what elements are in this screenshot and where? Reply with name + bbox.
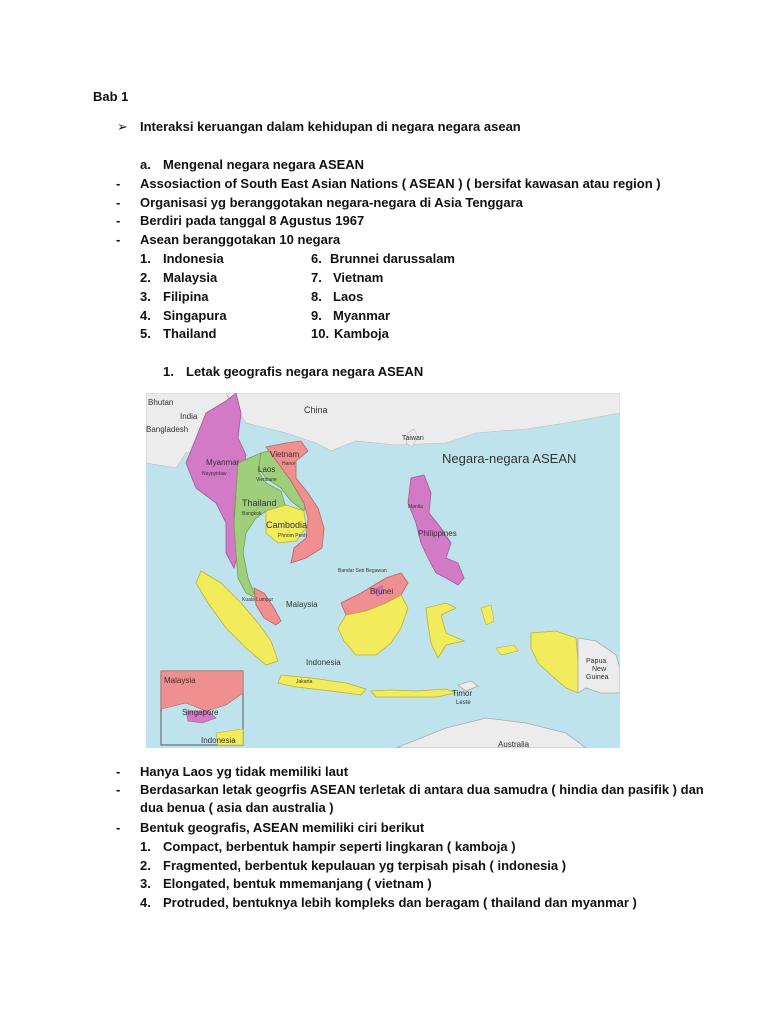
section-a-marker: a. bbox=[140, 157, 151, 172]
dash-bullet: - bbox=[116, 782, 121, 797]
member-name: Vietnam bbox=[333, 270, 384, 285]
shape-number: 2. bbox=[140, 858, 151, 873]
bangkok-label: Bangkok bbox=[242, 511, 262, 517]
india-label: India bbox=[180, 412, 198, 421]
dash-bullet: - bbox=[116, 764, 121, 779]
member-name: Brunnei darussalam bbox=[330, 251, 455, 266]
section-a-title: Mengenal negara negara ASEAN bbox=[163, 157, 365, 172]
papua-label-line1: Papua bbox=[586, 658, 607, 665]
inset-malaysia-label: Malaysia bbox=[164, 676, 196, 685]
arrow-bullet-icon: ➢ bbox=[117, 119, 128, 134]
subsection-title: Letak geografis negara negara ASEAN bbox=[186, 364, 424, 379]
fact-item: Organisasi yg beranggotakan negara-negara di Asia Tenggara bbox=[140, 195, 523, 210]
fact-item: Assosiaction of South East Asian Nations ( ASEAN ) ( bersifat kawasan atau region ) bbox=[140, 176, 661, 191]
member-number: 7. bbox=[311, 270, 322, 285]
bangladesh-label: Bangladesh bbox=[146, 425, 189, 434]
shape-item: Elongated, bentuk mmemanjang ( vietnam ) bbox=[163, 876, 432, 891]
member-number: 1. bbox=[140, 251, 151, 266]
dash-bullet: - bbox=[116, 820, 121, 835]
papua-label-line2: New bbox=[592, 666, 607, 673]
shape-number: 1. bbox=[140, 839, 151, 854]
member-number: 5. bbox=[140, 326, 151, 341]
shape-item: Protruded, bentuknya lebih kompleks dan beragam ( thailand dan myanmar ) bbox=[163, 895, 637, 910]
inset-indonesia-label: Indonesia bbox=[201, 736, 236, 745]
bhutan-label: Bhutan bbox=[148, 398, 174, 407]
member-name: Myanmar bbox=[333, 308, 391, 323]
fact-item: Berdiri pada tanggal 8 Agustus 1967 bbox=[140, 213, 365, 228]
china-label: China bbox=[304, 405, 328, 415]
taiwan-label: Taiwan bbox=[402, 435, 424, 442]
dash-bullet: - bbox=[116, 176, 121, 191]
vientiane-label: Vientiane bbox=[256, 477, 277, 483]
laos-label: Laos bbox=[258, 465, 276, 474]
naypyidaw-label: Naypyidaw bbox=[202, 471, 227, 477]
hanoi-label: Hanoi bbox=[282, 461, 296, 467]
inset-singapore-label: Singapore bbox=[182, 708, 219, 717]
jakarta-label: Jakarta bbox=[296, 679, 313, 685]
philippines-label: Philippines bbox=[418, 529, 457, 538]
thailand-label: Thailand bbox=[242, 498, 277, 508]
singapore-inset bbox=[161, 671, 243, 745]
member-name: Thailand bbox=[163, 326, 217, 341]
member-number: 6. bbox=[311, 251, 322, 266]
papua-label-line3: Guinea bbox=[586, 674, 609, 681]
member-name: Filipina bbox=[163, 289, 209, 304]
note-item-continued: dua benua ( asia dan australia ) bbox=[140, 800, 334, 815]
dash-bullet: - bbox=[116, 195, 121, 210]
member-name: Singapura bbox=[163, 308, 227, 323]
dash-bullet: - bbox=[116, 232, 121, 247]
timor-label-line2: Leste bbox=[456, 700, 471, 706]
malaysia-label: Malaysia bbox=[286, 600, 318, 609]
shape-number: 3. bbox=[140, 876, 151, 891]
indonesia-label: Indonesia bbox=[306, 658, 341, 667]
vietnam-label: Vietnam bbox=[270, 450, 300, 459]
manila-label: Manila bbox=[408, 504, 423, 510]
member-number: 10. bbox=[311, 326, 330, 341]
member-name: Malaysia bbox=[163, 270, 218, 285]
member-number: 4. bbox=[140, 308, 151, 323]
cambodia-label: Cambodia bbox=[266, 520, 308, 530]
member-name: Indonesia bbox=[163, 251, 224, 266]
myanmar-label: Myanmar bbox=[206, 458, 240, 467]
shape-item: Fragmented, berbentuk kepulauan yg terpisah pisah ( indonesia ) bbox=[163, 858, 567, 873]
shape-item: Compact, berbentuk hampir seperti lingkaran ( kamboja ) bbox=[163, 839, 516, 854]
map-title: Negara-negara ASEAN bbox=[442, 451, 577, 466]
member-number: 8. bbox=[311, 289, 322, 304]
phnom-penh-label: Phnom Penh bbox=[278, 533, 307, 539]
brunei-label: Brunei bbox=[370, 587, 394, 596]
australia-label: Australia bbox=[498, 740, 530, 748]
chapter-heading: Bab 1 bbox=[93, 89, 129, 104]
member-name: Laos bbox=[333, 289, 364, 304]
dash-bullet: - bbox=[116, 213, 121, 228]
timor-label-line1: Timor bbox=[452, 689, 473, 698]
member-number: 9. bbox=[311, 308, 322, 323]
fact-item: Asean beranggotakan 10 negara bbox=[140, 232, 341, 247]
main-heading: Interaksi keruangan dalam kehidupan di negara negara asean bbox=[140, 119, 521, 134]
asean-map bbox=[146, 393, 620, 748]
note-item: Bentuk geografis, ASEAN memiliki ciri berikut bbox=[140, 820, 425, 835]
bandar-label: Bandar Seri Begawan bbox=[338, 568, 387, 574]
member-number: 3. bbox=[140, 289, 151, 304]
member-name: Kamboja bbox=[334, 326, 389, 341]
subsection-number: 1. bbox=[163, 364, 174, 379]
note-item: Berdasarkan letak geogrfis ASEAN terletak di antara dua samudra ( hindia dan pasifik ) dan bbox=[140, 782, 704, 797]
shape-number: 4. bbox=[140, 895, 151, 910]
member-number: 2. bbox=[140, 270, 151, 285]
note-item: Hanya Laos yg tidak memiliki laut bbox=[140, 764, 349, 779]
kuala-lumpur-label: Kuala Lumpur bbox=[242, 597, 274, 603]
